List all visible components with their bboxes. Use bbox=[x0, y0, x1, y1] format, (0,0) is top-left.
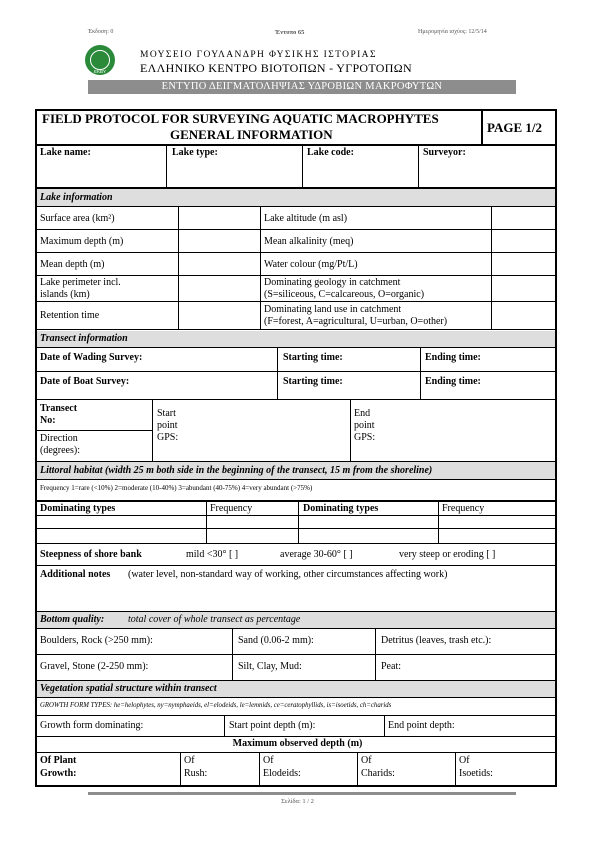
isoetids-label-2: Isoetids: bbox=[459, 768, 493, 779]
silt-field[interactable]: Silt, Clay, Mud: bbox=[238, 661, 302, 672]
littoral-title: Littoral habitat (width 25 m both side in the beginning of the transect, 15 m from the shoreline) bbox=[40, 465, 433, 476]
peat-field[interactable]: Peat: bbox=[381, 661, 401, 672]
start-gps-label-1: Start bbox=[157, 408, 176, 419]
perimeter-label-1: Lake perimeter incl. bbox=[40, 277, 121, 288]
plant-growth-label-1: Of Plant bbox=[40, 755, 77, 766]
boat-end-time[interactable]: Ending time: bbox=[425, 376, 481, 387]
wading-date-field[interactable]: Date of Wading Survey: bbox=[40, 352, 143, 363]
retention-label: Retention time bbox=[40, 310, 100, 321]
transect-no-label-2: No: bbox=[40, 415, 56, 426]
frequency-scale: Frequency 1=rare (<10%) 2=moderate (10-40%) 3=abundant (40-75%) 4=very abundant (>75%) bbox=[40, 484, 313, 492]
elodeids-label-2: Elodeids: bbox=[263, 768, 301, 779]
ekby-logo-text: ΕΚΒΥ bbox=[93, 69, 106, 74]
direction-label-1: Direction bbox=[40, 433, 78, 444]
charids-label-1: Of bbox=[361, 755, 372, 766]
form-subtitle: GENERAL INFORMATION bbox=[170, 127, 333, 142]
boat-start-time[interactable]: Starting time: bbox=[283, 376, 343, 387]
altitude-label: Lake altitude (m asl) bbox=[264, 213, 348, 224]
transect-info-title: Transect information bbox=[40, 333, 128, 344]
wading-start-time[interactable]: Starting time: bbox=[283, 352, 343, 363]
sand-field[interactable]: Sand (0.06-2 mm): bbox=[238, 635, 314, 646]
transect-no-label-1: Transect bbox=[40, 403, 78, 414]
plant-growth-label-2: Growth: bbox=[40, 768, 77, 779]
wading-end-time[interactable]: Ending time: bbox=[425, 352, 481, 363]
form-title-band: ΕΝΤΥΠΟ ΔΕΙΓΜΑΤΟΛΗΨΙΑΣ ΥΔΡΟΒΙΩΝ ΜΑΚΡΟΦΥΤΩΝ bbox=[88, 80, 516, 94]
frequency-header-2: Frequency bbox=[442, 503, 485, 514]
frequency-header-1: Frequency bbox=[210, 503, 253, 514]
additional-notes-label: Additional notes bbox=[40, 569, 111, 580]
mean-depth-label: Mean depth (m) bbox=[40, 259, 105, 270]
max-depth-label: Maximum depth (m) bbox=[40, 236, 124, 247]
dominating-types-header-2: Dominating types bbox=[303, 503, 379, 514]
alkalinity-label: Mean alkalinity (meq) bbox=[264, 236, 354, 247]
steepness-mild-checkbox[interactable]: mild <30° [ ] bbox=[186, 549, 239, 560]
centre-name: ΕΛΛΗΝΙΚΟ ΚΕΝΤΡΟ ΒΙΟΤΟΠΩΝ - ΥΓΡΟΤΟΠΩΝ bbox=[140, 61, 412, 75]
rush-label-1: Of bbox=[184, 755, 195, 766]
footer-rule bbox=[88, 792, 516, 795]
steepness-label: Steepness of shore bank bbox=[40, 549, 142, 560]
museum-name: ΜΟΥΣΕΙΟ ΓΟΥΛΑΝΔΡΗ ΦΥΣΙΚΗΣ ΙΣΤΟΡΙΑΣ bbox=[140, 50, 377, 60]
validity-date: Ημερομηνία ισχύος: 12/5/14 bbox=[418, 29, 487, 35]
isoetids-label-1: Of bbox=[459, 755, 470, 766]
surveyor-field[interactable]: Surveyor: bbox=[423, 147, 466, 158]
end-depth-field[interactable]: End point depth: bbox=[388, 720, 455, 731]
max-depth-title: Maximum observed depth (m) bbox=[232, 738, 363, 749]
lake-info-title: Lake information bbox=[40, 192, 113, 203]
start-depth-field[interactable]: Start point depth (m): bbox=[229, 720, 316, 731]
edition-label: Έκδοση: 0 bbox=[88, 29, 114, 35]
growth-form-types: GROWTH FORM TYPES: he=helophytes, ny=nymphaeids, el=elodeids, le=lemnids, ce=ceratophyllids, is=isoetids, ch=charids bbox=[40, 702, 392, 709]
form-number: Έντυπο 65 bbox=[275, 29, 305, 36]
boulders-field[interactable]: Boulders, Rock (>250 mm): bbox=[40, 635, 153, 646]
elodeids-label-1: Of bbox=[263, 755, 274, 766]
detritus-field[interactable]: Detritus (leaves, trash etc.): bbox=[381, 635, 492, 646]
growth-dominating-field[interactable]: Growth form dominating: bbox=[40, 720, 144, 731]
steepness-average-checkbox[interactable]: average 30-60° [ ] bbox=[280, 549, 353, 560]
geology-label-1: Dominating geology in catchment bbox=[264, 277, 401, 288]
page-number: Σελίδα: 1 / 2 bbox=[281, 798, 314, 805]
perimeter-label-2: islands (km) bbox=[40, 289, 90, 300]
start-gps-label-2: point bbox=[157, 420, 178, 431]
surface-area-label: Surface area (km²) bbox=[40, 213, 115, 224]
rush-label-2: Rush: bbox=[184, 768, 208, 779]
lake-info-header bbox=[37, 189, 555, 206]
charids-label-2: Charids: bbox=[361, 768, 395, 779]
vegetation-title: Vegetation spatial structure within transect bbox=[40, 683, 217, 694]
dominating-types-header-1: Dominating types bbox=[40, 503, 116, 514]
page-indicator: PAGE 1/2 bbox=[487, 120, 543, 135]
end-gps-label-2: point bbox=[354, 420, 375, 431]
additional-notes-hint: (water level, non-standard way of working, other circumstances affecting work) bbox=[128, 569, 448, 580]
steepness-steep-checkbox[interactable]: very steep or eroding [ ] bbox=[399, 549, 496, 560]
geology-label-2: (S=siliceous, C=calcareous, O=organic) bbox=[264, 289, 425, 300]
lake-name-field[interactable]: Lake name: bbox=[40, 147, 91, 158]
landuse-label-1: Dominating land use in catchment bbox=[264, 304, 402, 315]
form-title: FIELD PROTOCOL FOR SURVEYING AQUATIC MACROPHYTES bbox=[42, 111, 439, 126]
ekby-logo-ring bbox=[90, 50, 110, 70]
lake-code-field[interactable]: Lake code: bbox=[307, 147, 354, 158]
end-gps-label-3: GPS: bbox=[354, 432, 376, 443]
direction-label-2: (degrees): bbox=[40, 445, 80, 456]
landuse-label-2: (F=forest, A=agricultural, U=urban, O=other) bbox=[264, 316, 448, 327]
end-gps-label-1: End bbox=[354, 408, 371, 419]
lake-type-field[interactable]: Lake type: bbox=[172, 147, 218, 158]
bottom-quality-title: Bottom quality: bbox=[40, 614, 105, 625]
water-colour-label: Water colour (mg/Pt/L) bbox=[264, 259, 358, 270]
start-gps-label-3: GPS: bbox=[157, 432, 179, 443]
boat-date-field[interactable]: Date of Boat Survey: bbox=[40, 376, 130, 387]
bottom-quality-subtitle: total cover of whole transect as percentage bbox=[128, 614, 301, 625]
gravel-field[interactable]: Gravel, Stone (2-250 mm): bbox=[40, 661, 149, 672]
